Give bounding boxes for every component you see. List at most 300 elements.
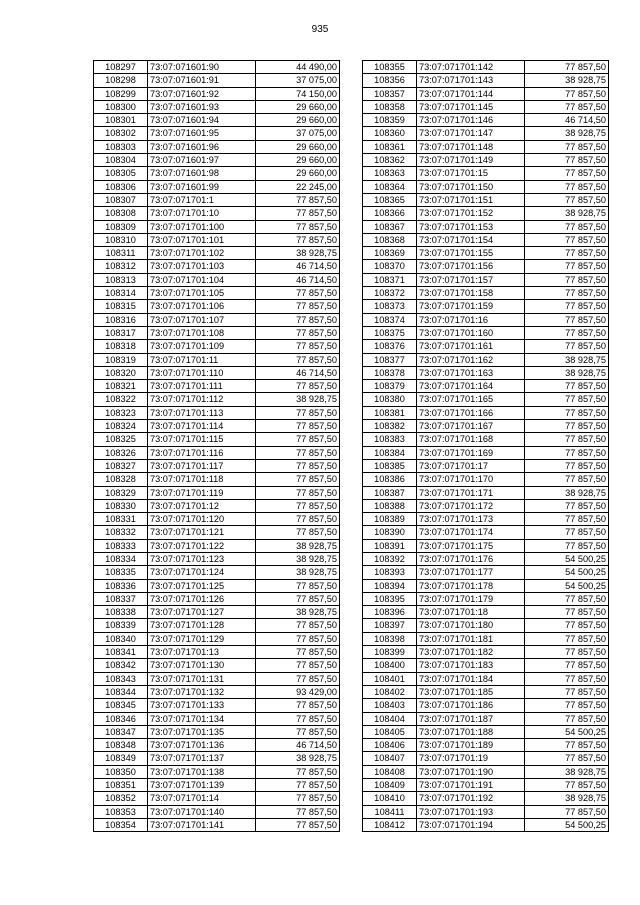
table-row	[94, 114, 340, 127]
amount-cell: 77 857,50	[256, 725, 340, 738]
amount-cell: 77 857,50	[256, 659, 340, 672]
table-row	[363, 818, 609, 831]
row-number-cell: 108347	[94, 725, 148, 738]
cadastral-number-cell: 73:07:071601:95	[148, 127, 256, 140]
row-number-cell: 108377	[363, 353, 417, 366]
row-number-cell: 108360	[363, 127, 417, 140]
cadastral-number-cell: 73:07:071701:14	[148, 792, 256, 805]
cadastral-number-cell: 73:07:071701:190	[417, 765, 525, 778]
amount-cell: 77 857,50	[256, 672, 340, 685]
row-number-cell: 108308	[94, 207, 148, 220]
table-row	[94, 619, 340, 632]
amount-cell: 38 928,75	[256, 552, 340, 565]
amount-cell: 38 928,75	[256, 247, 340, 260]
amount-cell: 77 857,50	[525, 193, 609, 206]
row-number-cell: 108383	[363, 433, 417, 446]
amount-cell: 38 928,75	[525, 127, 609, 140]
table-row	[94, 513, 340, 526]
cadastral-number-cell: 73:07:071701:151	[417, 193, 525, 206]
row-number-cell: 108312	[94, 260, 148, 273]
cadastral-number-cell: 73:07:071701:124	[148, 566, 256, 579]
table-row	[94, 552, 340, 565]
row-number-cell: 108357	[363, 87, 417, 100]
row-number-cell: 108406	[363, 739, 417, 752]
row-number-cell: 108333	[94, 539, 148, 552]
amount-cell: 54 500,25	[525, 566, 609, 579]
row-number-cell: 108363	[363, 167, 417, 180]
cadastral-number-cell: 73:07:071701:123	[148, 552, 256, 565]
table-row	[363, 366, 609, 379]
row-number-cell: 108302	[94, 127, 148, 140]
page-number: 935	[311, 24, 329, 35]
cadastral-number-cell: 73:07:071701:154	[417, 233, 525, 246]
row-number-cell: 108362	[363, 154, 417, 167]
cadastral-number-cell: 73:07:071701:121	[148, 526, 256, 539]
cadastral-number-cell: 73:07:071701:183	[417, 659, 525, 672]
amount-cell: 77 857,50	[256, 792, 340, 805]
row-number-cell: 108330	[94, 499, 148, 512]
amount-cell: 77 857,50	[256, 313, 340, 326]
amount-cell: 77 857,50	[525, 313, 609, 326]
amount-cell: 77 857,50	[256, 646, 340, 659]
row-number-cell: 108388	[363, 499, 417, 512]
register-table-right	[362, 60, 609, 832]
cadastral-number-cell: 73:07:071701:147	[417, 127, 525, 140]
amount-cell: 77 857,50	[256, 220, 340, 233]
amount-cell: 77 857,50	[256, 193, 340, 206]
cadastral-number-cell: 73:07:071601:97	[148, 154, 256, 167]
table-row	[363, 792, 609, 805]
row-number-cell: 108384	[363, 446, 417, 459]
cadastral-number-cell: 73:07:071701:174	[417, 526, 525, 539]
amount-cell: 77 857,50	[525, 752, 609, 765]
table-row	[363, 499, 609, 512]
table-row	[363, 606, 609, 619]
table-row	[94, 779, 340, 792]
row-number-cell: 108352	[94, 792, 148, 805]
row-number-cell: 108335	[94, 566, 148, 579]
amount-cell: 77 857,50	[256, 499, 340, 512]
table-row	[363, 632, 609, 645]
cadastral-number-cell: 73:07:071701:152	[417, 207, 525, 220]
row-number-cell: 108301	[94, 114, 148, 127]
amount-cell: 77 857,50	[525, 446, 609, 459]
cadastral-number-cell: 73:07:071701:104	[148, 273, 256, 286]
cadastral-number-cell: 73:07:071701:172	[417, 499, 525, 512]
amount-cell: 29 660,00	[256, 154, 340, 167]
cadastral-number-cell: 73:07:071701:192	[417, 792, 525, 805]
row-number-cell: 108378	[363, 366, 417, 379]
table-row	[363, 712, 609, 725]
table-row	[363, 566, 609, 579]
amount-cell: 77 857,50	[256, 818, 340, 831]
row-number-cell: 108358	[363, 100, 417, 113]
amount-cell: 77 857,50	[256, 779, 340, 792]
amount-cell: 77 857,50	[525, 87, 609, 100]
table-row	[363, 313, 609, 326]
table-row	[363, 739, 609, 752]
amount-cell: 38 928,75	[525, 353, 609, 366]
cadastral-number-cell: 73:07:071701:107	[148, 313, 256, 326]
amount-cell: 22 245,00	[256, 180, 340, 193]
table-row	[363, 340, 609, 353]
row-number-cell: 108298	[94, 74, 148, 87]
amount-cell: 77 857,50	[525, 473, 609, 486]
amount-cell: 38 928,75	[256, 752, 340, 765]
table-row	[94, 566, 340, 579]
amount-cell: 77 857,50	[525, 592, 609, 605]
table-row	[94, 313, 340, 326]
cadastral-number-cell: 73:07:071701:160	[417, 326, 525, 339]
cadastral-number-cell: 73:07:071701:132	[148, 685, 256, 698]
amount-cell: 46 714,50	[525, 114, 609, 127]
table-row	[94, 646, 340, 659]
table-row	[94, 247, 340, 260]
row-number-cell: 108395	[363, 592, 417, 605]
row-number-cell: 108407	[363, 752, 417, 765]
cadastral-number-cell: 73:07:071701:122	[148, 539, 256, 552]
cadastral-number-cell: 73:07:071701:138	[148, 765, 256, 778]
cadastral-number-cell: 73:07:071701:191	[417, 779, 525, 792]
amount-cell: 93 429,00	[256, 685, 340, 698]
row-number-cell: 108326	[94, 446, 148, 459]
amount-cell: 77 857,50	[525, 433, 609, 446]
cadastral-number-cell: 73:07:071701:155	[417, 247, 525, 260]
cadastral-number-cell: 73:07:071701:166	[417, 406, 525, 419]
table-row	[363, 685, 609, 698]
cadastral-number-cell: 73:07:071701:112	[148, 393, 256, 406]
table-row	[94, 752, 340, 765]
table-row	[94, 539, 340, 552]
row-number-cell: 108338	[94, 606, 148, 619]
table-row	[363, 167, 609, 180]
row-number-cell: 108304	[94, 154, 148, 167]
table-row	[363, 752, 609, 765]
table-row	[94, 606, 340, 619]
row-number-cell: 108399	[363, 646, 417, 659]
cadastral-number-cell: 73:07:071701:139	[148, 779, 256, 792]
table-row	[94, 459, 340, 472]
cadastral-number-cell: 73:07:071701:114	[148, 420, 256, 433]
row-number-cell: 108386	[363, 473, 417, 486]
table-row	[363, 779, 609, 792]
cadastral-number-cell: 73:07:071701:126	[148, 592, 256, 605]
amount-cell: 77 857,50	[525, 739, 609, 752]
row-number-cell: 108320	[94, 366, 148, 379]
cadastral-number-cell: 73:07:071701:186	[417, 699, 525, 712]
row-number-cell: 108375	[363, 326, 417, 339]
row-number-cell: 108374	[363, 313, 417, 326]
amount-cell: 29 660,00	[256, 100, 340, 113]
amount-cell: 44 490,00	[256, 61, 340, 74]
cadastral-number-cell: 73:07:071701:177	[417, 566, 525, 579]
cadastral-number-cell: 73:07:071701:134	[148, 712, 256, 725]
row-number-cell: 108367	[363, 220, 417, 233]
row-number-cell: 108349	[94, 752, 148, 765]
row-number-cell: 108356	[363, 74, 417, 87]
row-number-cell: 108337	[94, 592, 148, 605]
row-number-cell: 108411	[363, 805, 417, 818]
amount-cell: 77 857,50	[256, 513, 340, 526]
row-number-cell: 108355	[363, 61, 417, 74]
table-row	[363, 260, 609, 273]
row-number-cell: 108409	[363, 779, 417, 792]
table-row	[363, 87, 609, 100]
table-row	[94, 420, 340, 433]
row-number-cell: 108310	[94, 233, 148, 246]
table-row	[94, 473, 340, 486]
cadastral-number-cell: 73:07:071701:101	[148, 233, 256, 246]
row-number-cell: 108322	[94, 393, 148, 406]
row-number-cell: 108403	[363, 699, 417, 712]
row-number-cell: 108300	[94, 100, 148, 113]
amount-cell: 77 857,50	[525, 140, 609, 153]
row-number-cell: 108327	[94, 459, 148, 472]
amount-cell: 38 928,75	[256, 606, 340, 619]
row-number-cell: 108359	[363, 114, 417, 127]
cadastral-number-cell: 73:07:071701:144	[417, 87, 525, 100]
cadastral-number-cell: 73:07:071701:19	[417, 752, 525, 765]
row-number-cell: 108382	[363, 420, 417, 433]
amount-cell: 77 857,50	[525, 459, 609, 472]
row-number-cell: 108387	[363, 486, 417, 499]
amount-cell: 77 857,50	[256, 300, 340, 313]
amount-cell: 77 857,50	[525, 779, 609, 792]
table-row	[94, 273, 340, 286]
cadastral-number-cell: 73:07:071701:170	[417, 473, 525, 486]
cadastral-number-cell: 73:07:071701:136	[148, 739, 256, 752]
row-number-cell: 108366	[363, 207, 417, 220]
amount-cell: 77 857,50	[256, 446, 340, 459]
row-number-cell: 108311	[94, 247, 148, 260]
amount-cell: 77 857,50	[256, 579, 340, 592]
cadastral-number-cell: 73:07:071701:11	[148, 353, 256, 366]
row-number-cell: 108342	[94, 659, 148, 672]
row-number-cell: 108344	[94, 685, 148, 698]
row-number-cell: 108307	[94, 193, 148, 206]
row-number-cell: 108369	[363, 247, 417, 260]
row-number-cell: 108339	[94, 619, 148, 632]
amount-cell: 77 857,50	[525, 619, 609, 632]
row-number-cell: 108334	[94, 552, 148, 565]
cadastral-number-cell: 73:07:071701:135	[148, 725, 256, 738]
table-row	[363, 233, 609, 246]
row-number-cell: 108323	[94, 406, 148, 419]
cadastral-number-cell: 73:07:071701:117	[148, 459, 256, 472]
amount-cell: 77 857,50	[256, 340, 340, 353]
table-row	[94, 140, 340, 153]
table-row	[94, 486, 340, 499]
table-row	[94, 300, 340, 313]
table-row	[94, 393, 340, 406]
amount-cell: 77 857,50	[256, 420, 340, 433]
amount-cell: 77 857,50	[256, 433, 340, 446]
amount-cell: 77 857,50	[256, 207, 340, 220]
table-row	[363, 659, 609, 672]
table-row	[363, 579, 609, 592]
amount-cell: 77 857,50	[525, 672, 609, 685]
table-row	[363, 420, 609, 433]
table-row	[94, 579, 340, 592]
row-number-cell: 108346	[94, 712, 148, 725]
table-row	[94, 74, 340, 87]
row-number-cell: 108361	[363, 140, 417, 153]
cadastral-number-cell: 73:07:071701:165	[417, 393, 525, 406]
amount-cell: 46 714,50	[256, 260, 340, 273]
amount-cell: 77 857,50	[256, 459, 340, 472]
table-row	[363, 353, 609, 366]
row-number-cell: 108400	[363, 659, 417, 672]
amount-cell: 37 075,00	[256, 74, 340, 87]
table-row	[363, 672, 609, 685]
amount-cell: 54 500,25	[525, 725, 609, 738]
amount-cell: 77 857,50	[256, 486, 340, 499]
table-row	[363, 765, 609, 778]
amount-cell: 77 857,50	[256, 526, 340, 539]
cadastral-number-cell: 73:07:071701:145	[417, 100, 525, 113]
cadastral-number-cell: 73:07:071701:180	[417, 619, 525, 632]
row-number-cell: 108350	[94, 765, 148, 778]
amount-cell: 77 857,50	[256, 765, 340, 778]
amount-cell: 77 857,50	[525, 233, 609, 246]
row-number-cell: 108299	[94, 87, 148, 100]
amount-cell: 74 150,00	[256, 87, 340, 100]
cadastral-number-cell: 73:07:071701:169	[417, 446, 525, 459]
table-row	[94, 366, 340, 379]
table-row	[94, 193, 340, 206]
row-number-cell: 108398	[363, 632, 417, 645]
amount-cell: 77 857,50	[525, 100, 609, 113]
table-row	[363, 526, 609, 539]
table-row	[94, 87, 340, 100]
table-row	[94, 792, 340, 805]
row-number-cell: 108389	[363, 513, 417, 526]
cadastral-number-cell: 73:07:071701:179	[417, 592, 525, 605]
table-row	[94, 699, 340, 712]
cadastral-number-cell: 73:07:071701:193	[417, 805, 525, 818]
row-number-cell: 108317	[94, 326, 148, 339]
amount-cell: 77 857,50	[256, 326, 340, 339]
table-row	[363, 805, 609, 818]
table-row	[363, 154, 609, 167]
cadastral-number-cell: 73:07:071701:173	[417, 513, 525, 526]
row-number-cell: 108390	[363, 526, 417, 539]
table-row	[363, 380, 609, 393]
row-number-cell: 108309	[94, 220, 148, 233]
table-row	[363, 646, 609, 659]
table-row	[363, 300, 609, 313]
row-number-cell: 108401	[363, 672, 417, 685]
table-row	[94, 592, 340, 605]
cadastral-number-cell: 73:07:071701:178	[417, 579, 525, 592]
row-number-cell: 108402	[363, 685, 417, 698]
table-row	[94, 805, 340, 818]
table-row	[94, 499, 340, 512]
cadastral-number-cell: 73:07:071701:171	[417, 486, 525, 499]
amount-cell: 77 857,50	[525, 287, 609, 300]
amount-cell: 37 075,00	[256, 127, 340, 140]
cadastral-number-cell: 73:07:071701:12	[148, 499, 256, 512]
amount-cell: 38 928,75	[525, 74, 609, 87]
amount-cell: 77 857,50	[525, 247, 609, 260]
cadastral-number-cell: 73:07:071701:182	[417, 646, 525, 659]
cadastral-number-cell: 73:07:071701:127	[148, 606, 256, 619]
row-number-cell: 108370	[363, 260, 417, 273]
amount-cell: 77 857,50	[256, 406, 340, 419]
table-row	[94, 739, 340, 752]
table-row	[94, 632, 340, 645]
amount-cell: 54 500,25	[525, 818, 609, 831]
amount-cell: 77 857,50	[256, 287, 340, 300]
amount-cell: 77 857,50	[525, 712, 609, 725]
cadastral-number-cell: 73:07:071701:168	[417, 433, 525, 446]
cadastral-number-cell: 73:07:071601:93	[148, 100, 256, 113]
cadastral-number-cell: 73:07:071701:128	[148, 619, 256, 632]
amount-cell: 77 857,50	[256, 619, 340, 632]
register-table-left	[93, 60, 340, 832]
table-row	[94, 180, 340, 193]
table-row	[363, 446, 609, 459]
table-row	[94, 765, 340, 778]
cadastral-number-cell: 73:07:071601:96	[148, 140, 256, 153]
row-number-cell: 108315	[94, 300, 148, 313]
row-number-cell: 108319	[94, 353, 148, 366]
table-row	[363, 433, 609, 446]
cadastral-number-cell: 73:07:071701:115	[148, 433, 256, 446]
amount-cell: 29 660,00	[256, 140, 340, 153]
amount-cell: 77 857,50	[525, 685, 609, 698]
cadastral-number-cell: 73:07:071701:125	[148, 579, 256, 592]
cadastral-number-cell: 73:07:071701:159	[417, 300, 525, 313]
cadastral-number-cell: 73:07:071701:102	[148, 247, 256, 260]
cadastral-number-cell: 73:07:071701:184	[417, 672, 525, 685]
cadastral-number-cell: 73:07:071601:92	[148, 87, 256, 100]
table-row	[94, 685, 340, 698]
table-row	[363, 592, 609, 605]
row-number-cell: 108408	[363, 765, 417, 778]
row-number-cell: 108348	[94, 739, 148, 752]
amount-cell: 77 857,50	[525, 805, 609, 818]
amount-cell: 77 857,50	[525, 326, 609, 339]
cadastral-number-cell: 73:07:071601:94	[148, 114, 256, 127]
table-row	[94, 659, 340, 672]
amount-cell: 77 857,50	[256, 233, 340, 246]
row-number-cell: 108313	[94, 273, 148, 286]
row-number-cell: 108314	[94, 287, 148, 300]
table-row	[363, 207, 609, 220]
amount-cell: 38 928,75	[525, 207, 609, 220]
cadastral-number-cell: 73:07:071701:141	[148, 818, 256, 831]
cadastral-number-cell: 73:07:071701:105	[148, 287, 256, 300]
amount-cell: 38 928,75	[525, 765, 609, 778]
cadastral-number-cell: 73:07:071701:103	[148, 260, 256, 273]
cadastral-number-cell: 73:07:071701:150	[417, 180, 525, 193]
row-number-cell: 108353	[94, 805, 148, 818]
table-row	[363, 100, 609, 113]
amount-cell: 77 857,50	[525, 380, 609, 393]
table-row	[363, 273, 609, 286]
cadastral-number-cell: 73:07:071701:181	[417, 632, 525, 645]
row-number-cell: 108376	[363, 340, 417, 353]
amount-cell: 77 857,50	[525, 154, 609, 167]
cadastral-number-cell: 73:07:071701:108	[148, 326, 256, 339]
cadastral-number-cell: 73:07:071701:189	[417, 739, 525, 752]
table-row	[94, 260, 340, 273]
amount-cell: 77 857,50	[525, 646, 609, 659]
cadastral-number-cell: 73:07:071701:175	[417, 539, 525, 552]
amount-cell: 77 857,50	[256, 380, 340, 393]
cadastral-number-cell: 73:07:071701:17	[417, 459, 525, 472]
